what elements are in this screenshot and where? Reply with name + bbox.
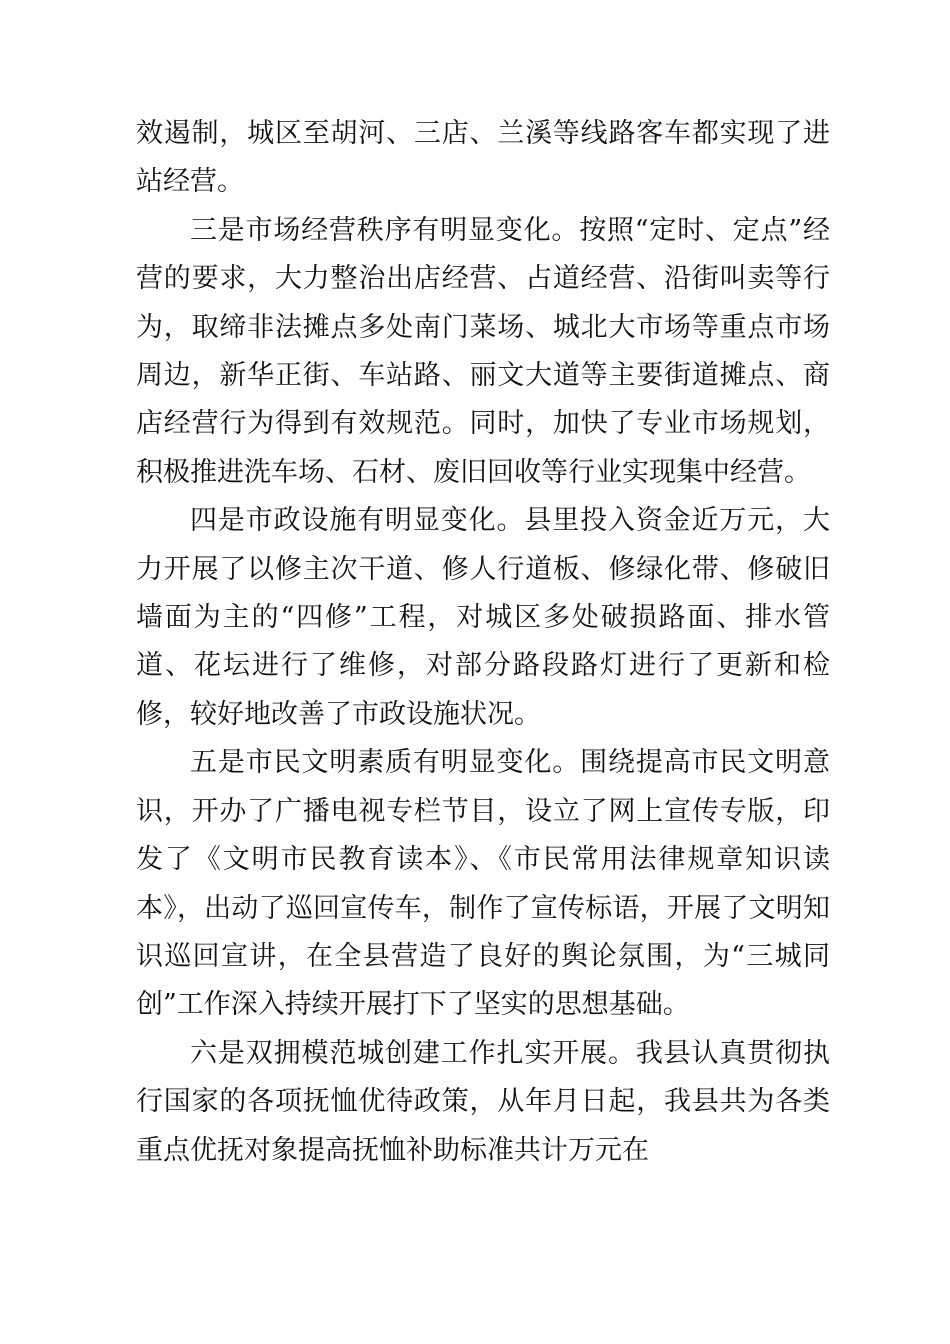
document-body [136, 110, 830, 1175]
paragraph-civic-quality: 五是市民文明素质有明显变化。围绕提高市民文明意识，开办了广播电视专栏节目，设立了网上宣传专版，印发了《文明市民教育读本》、《市民常用法律规章知识读本》，出动了巡回宣传车，制作了宣传标语，开展了文明知识巡回宣讲，在全县营造了良好的舆论氛围，为“三城同创”工作深入持续开展打下了坚实的思想基础。 [136, 747, 830, 1021]
paragraph-double-support: 六是双拥模范城创建工作扎实开展。我县认真贯彻执行国家的各项抚恤优待政策，从年月日起，我县共为各类重点优抚对象提高抚恤补助标准共计万元在 [136, 1037, 830, 1166]
paragraph-market-order: 三是市场经营秩序有明显变化。按照“定时、定点”经营的要求，大力整治出店经营、占道经营、沿街叫卖等行为，取缔非法摊点多处南门菜场、城北大市场等重点市场周边，新华正街、车站路、丽文大道等主要街道摊点、商店经营行为得到有效规范。同时，加快了专业市场规划，积极推进洗车场、石材、废旧回收等行业实现集中经营。 [136, 214, 830, 488]
paragraph-municipal-facilities: 四是市政设施有明显变化。县里投入资金近万元，大力开展了以修主次干道、修人行道板、修绿化带、修破旧墙面为主的“四修”工程，对城区多处破损路面、排水管道、花坛进行了维修，对部分路段路灯进行了更新和检修，较好地改善了市政设施状况。 [136, 505, 830, 730]
paragraph-continuation: 效遏制，城区至胡河、三店、兰溪等线路客车都实现了进站经营。 [136, 118, 830, 198]
